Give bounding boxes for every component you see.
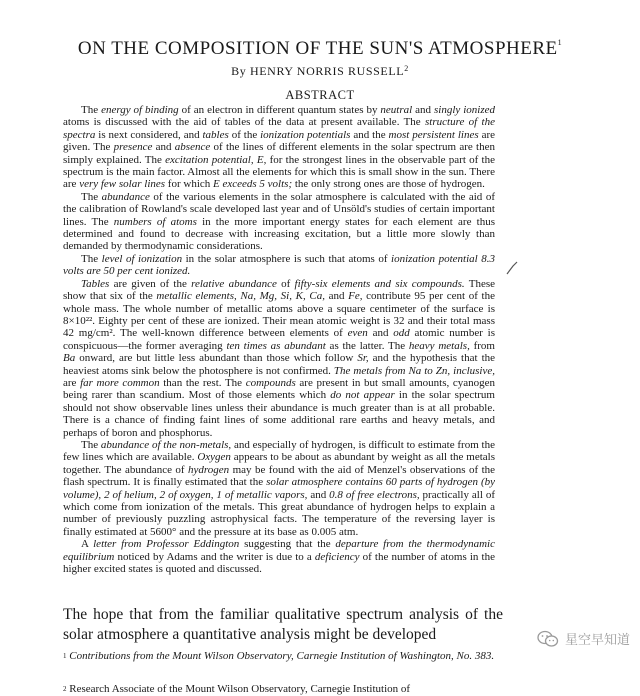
- footnote-marker: 2: [63, 685, 67, 693]
- watermark: [537, 629, 630, 648]
- abstract-paragraph: The abundance of the various elements in the solar atmosphere is calculated with the aid of the calibration of Rowland's scale developed last year and of Unsöld's studies of certain important lines. The numbers of atoms in the more important energy states for each element are thus determined and found to decrease with increasing excitation, but a little more slowly than demanded by thermodynamic considerations.: [63, 190, 495, 253]
- abstract-paragraph: A letter from Professor Eddington suggesting that the departure from the thermodynamic equilibrium noticed by Adams and the writer is due to a deficiency of the number of atoms in the higher excited states is quoted and discussed.: [63, 538, 495, 576]
- intro-paragraph: The hope that from the familiar qualitative spectrum analysis of the solar atmosphere a quantitative analysis might be developed: [63, 606, 503, 643]
- title-text: ON THE COMPOSITION OF THE SUN'S ATMOSPHERE: [77, 38, 558, 59]
- paper-title: [0, 38, 640, 60]
- watermark-text: 星空早知道: [564, 633, 630, 648]
- footnote: [63, 683, 503, 696]
- abstract-paragraph: The abundance of the non-metals, and especially of hydrogen, is difficult to estimate from the few lines which are available. Oxygen appears to be about as abundant by weight as all the metals together. The abundance of hydrogen may be found with the aid of Menzel's observations of the flash spectrum. It is finally estimated that the solar atmosphere contains 60 parts of hydrogen (by volume), 2 of helium, 2 of oxygen, 1 of metallic vapors, and 0.8 of free electrons, practically all of which come from ionization of the metals. This great abundance of hydrogen helps to explain a number of previously puzzling astrophysical facts. The temperature of the reversing layer is finally estimated at 5600° and the pressure at its base as 0.005 atm.: [63, 438, 496, 538]
- abstract-paragraph: Tables are given of the relative abundance of fifty-six elements and six compounds. These show that six of the metallic elements, Na, Mg, Si, K, Ca, and Fe, contribute 95 per cent of the whole mass. The whole number of metallic atoms above a square centimeter of the surface is 8×10²². Eighty per cent of these are ionized. Their mean atomic weight is 32 and their total mass 42 mg/cm². The well-known difference between elements of even and odd atomic number is conspicuous—the former averaging ten times as abundant as the latter. The heavy metals, from Ba onward, are but little less abundant than those which follow Sr, and the hypothesis that the heaviest atoms sink below the photosphere is not confirmed. The metals from Na to Zn, inclusive, are far more common than the rest. The compounds are present in but small amounts, cyanogen being rarer than scandium. Most of those elements which do not appear in the solar spectrum should not show observable lines unless their abundance is much greater than is at all probable. There is a chance of finding faint lines of some additional rare earths and heavy metals, and perhaps of boron and phosphorus.: [63, 277, 496, 439]
- title-footnote-marker: 1: [557, 38, 563, 47]
- byline-text: By HENRY NORRIS RUSSELL: [231, 64, 405, 78]
- footnote-marker: 1: [63, 652, 67, 660]
- abstract-paragraph: The level of ionization in the solar atmosphere is such that atoms of ionization potential 8.3 volts are 50 per cent ionized.: [63, 252, 495, 278]
- abstract-paragraph: The energy of binding of an electron in different quantum states by neutral and singly ionized atoms is discussed with the aid of tables of the data at present available. The structure of the spectra is next considered, and tables of the ionization potentials and the most persistent lines are given. The presence and absence of the lines of different elements in the solar spectrum are then simply explained. The excitation potential, E, for the strongest lines in the observable part of the spectrum is the main factor. Almost all the elements for which this is small show in the sun. There are very few solar lines for which E exceeds 5 volts; the only strong ones are those of hydrogen.: [63, 104, 495, 191]
- byline-footnote-marker: 2: [404, 64, 409, 73]
- author-byline: [0, 64, 640, 79]
- pencil-margin-mark: [505, 260, 519, 276]
- footnote-text: Contributions from the Mount Wilson Observatory, Carnegie Institution of Washington, No. 383.: [69, 650, 495, 662]
- abstract-heading: ABSTRACT: [285, 88, 355, 102]
- footnote-text: Research Associate of the Mount Wilson Observatory, Carnegie Institution of: [69, 683, 411, 695]
- footnote: [63, 650, 503, 663]
- abstract-body: [63, 104, 495, 575]
- wechat-icon: [537, 630, 559, 648]
